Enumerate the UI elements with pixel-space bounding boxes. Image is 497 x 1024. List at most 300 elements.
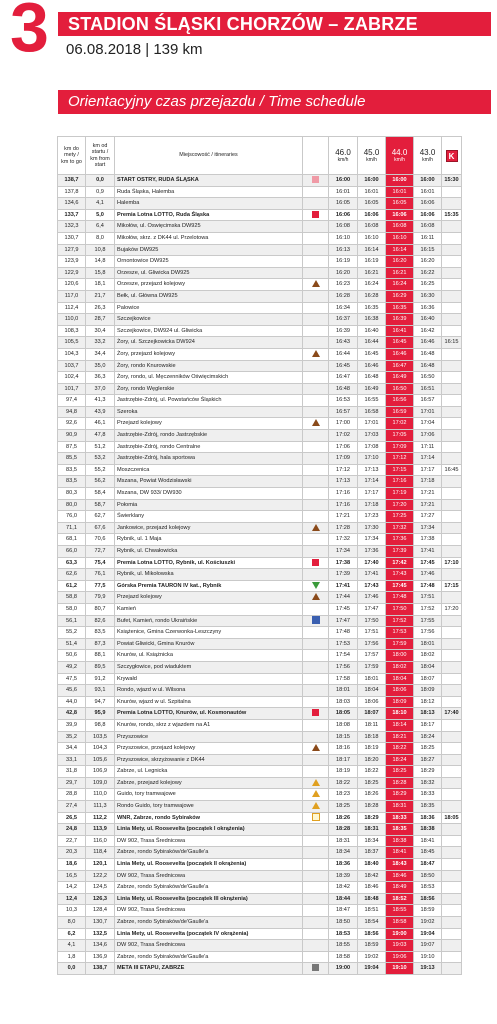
cell-icon xyxy=(303,279,329,291)
cell-km-to-go: 10,3 xyxy=(58,905,86,917)
cell-time-46: 18:23 xyxy=(329,789,358,801)
table-row xyxy=(58,719,462,731)
cell-km-from-start: 0,9 xyxy=(86,186,115,198)
table-row xyxy=(58,290,462,302)
cell-km-to-go: 24,8 xyxy=(58,824,86,836)
cell-time-k xyxy=(442,801,462,813)
cell-time-43: 18:53 xyxy=(414,882,442,894)
cell-time-44: 16:00 xyxy=(386,175,414,187)
cell-time-46: 18:03 xyxy=(329,696,358,708)
cell-time-46: 17:54 xyxy=(329,650,358,662)
cell-time-43: 18:24 xyxy=(414,731,442,743)
cell-icon xyxy=(303,221,329,233)
cell-time-44: 16:06 xyxy=(386,209,414,221)
cell-time-44: 18:35 xyxy=(386,824,414,836)
cell-icon xyxy=(303,615,329,627)
cell-place: Premia Lotna LOTTO, Ruda Śląska xyxy=(115,209,303,221)
cell-time-45: 17:51 xyxy=(358,627,386,639)
cell-time-46: 16:44 xyxy=(329,348,358,360)
table-row xyxy=(58,754,462,766)
cell-place: START OSTRY, RUDA ŚLĄSKA xyxy=(115,175,303,187)
cell-time-45: 18:25 xyxy=(358,777,386,789)
cell-place: Szczygłowice, pod wiaduktem xyxy=(115,661,303,673)
stage-date: 06.08.2018 xyxy=(66,41,142,58)
cell-place: Orzesze, przejazd kolejowy xyxy=(115,279,303,291)
cell-time-k: 17:20 xyxy=(442,603,462,615)
cell-icon xyxy=(303,812,329,824)
cell-km-from-start: 46,1 xyxy=(86,418,115,430)
cell-time-46: 18:19 xyxy=(329,766,358,778)
cell-place: Szczejkowice xyxy=(115,314,303,326)
cell-time-k xyxy=(442,232,462,244)
cell-time-45: 17:50 xyxy=(358,615,386,627)
cell-time-45: 18:19 xyxy=(358,743,386,755)
cell-time-k xyxy=(442,928,462,940)
cell-km-to-go: 138,7 xyxy=(58,175,86,187)
table-row xyxy=(58,859,462,871)
cell-time-43: 16:36 xyxy=(414,302,442,314)
cell-icon xyxy=(303,406,329,418)
cell-icon xyxy=(303,824,329,836)
cell-km-to-go: 80,0 xyxy=(58,499,86,511)
cell-km-to-go: 105,5 xyxy=(58,337,86,349)
cell-time-43: 19:02 xyxy=(414,917,442,929)
cell-time-46: 17:48 xyxy=(329,627,358,639)
cell-icon xyxy=(303,267,329,279)
railway-crossing-icon xyxy=(312,593,320,600)
cell-km-from-start: 130,7 xyxy=(86,917,115,929)
cell-time-k xyxy=(442,777,462,789)
table-row xyxy=(58,882,462,894)
cell-time-44: 17:43 xyxy=(386,569,414,581)
cell-time-43: 17:55 xyxy=(414,615,442,627)
cell-time-43: 16:20 xyxy=(414,256,442,268)
cell-time-44: 16:24 xyxy=(386,279,414,291)
cell-km-to-go: 42,8 xyxy=(58,708,86,720)
cell-km-from-start: 5,0 xyxy=(86,209,115,221)
cell-icon xyxy=(303,395,329,407)
cell-icon xyxy=(303,186,329,198)
cell-time-k xyxy=(442,847,462,859)
cell-km-from-start: 134,6 xyxy=(86,940,115,952)
cell-place: Żory, rondo Węglerskie xyxy=(115,383,303,395)
cell-time-44: 17:05 xyxy=(386,430,414,442)
cell-km-from-start: 128,4 xyxy=(86,905,115,917)
cell-km-from-start: 0,0 xyxy=(86,175,115,187)
cell-icon xyxy=(303,302,329,314)
cell-km-from-start: 70,6 xyxy=(86,534,115,546)
cell-icon xyxy=(303,766,329,778)
cell-time-46: 18:31 xyxy=(329,835,358,847)
cell-km-from-start: 76,1 xyxy=(86,569,115,581)
cell-km-to-go: 66,0 xyxy=(58,546,86,558)
cell-time-45: 18:11 xyxy=(358,719,386,731)
cell-time-44: 16:56 xyxy=(386,395,414,407)
cell-time-k xyxy=(442,534,462,546)
table-row xyxy=(58,395,462,407)
cell-km-to-go: 117,0 xyxy=(58,290,86,302)
cell-icon xyxy=(303,731,329,743)
cell-km-from-start: 95,9 xyxy=(86,708,115,720)
cell-time-45: 16:19 xyxy=(358,256,386,268)
cell-icon xyxy=(303,488,329,500)
cell-time-43: 18:41 xyxy=(414,835,442,847)
cell-time-45: 16:05 xyxy=(358,198,386,210)
cell-time-43: 19:13 xyxy=(414,963,442,975)
cell-place: Jastrzębie-Zdrój, rondo Centralne xyxy=(115,441,303,453)
table-row xyxy=(58,893,462,905)
stage-subtitle: 06.08.2018 | 139 km xyxy=(66,41,203,58)
table-row xyxy=(58,418,462,430)
table-row xyxy=(58,951,462,963)
table-row xyxy=(58,534,462,546)
cell-km-from-start: 53,2 xyxy=(86,453,115,465)
cell-time-45: 18:37 xyxy=(358,847,386,859)
cell-km-to-go: 68,1 xyxy=(58,534,86,546)
cell-icon xyxy=(303,569,329,581)
cell-time-k xyxy=(442,673,462,685)
cell-km-to-go: 76,0 xyxy=(58,511,86,523)
cell-time-44: 16:01 xyxy=(386,186,414,198)
cell-time-43: 18:56 xyxy=(414,893,442,905)
cell-time-45: 18:06 xyxy=(358,696,386,708)
marker-square-icon xyxy=(312,176,319,183)
cell-place: Zabrze, rondo Sybiraków/de'Gaulle'a xyxy=(115,882,303,894)
cell-icon xyxy=(303,870,329,882)
cell-time-45: 17:13 xyxy=(358,464,386,476)
cell-time-43: 17:52 xyxy=(414,603,442,615)
table-row xyxy=(58,476,462,488)
railway-crossing-icon xyxy=(312,744,320,751)
cell-time-44: 18:09 xyxy=(386,696,414,708)
cell-time-46: 17:38 xyxy=(329,557,358,569)
cell-km-from-start: 28,7 xyxy=(86,314,115,326)
cell-time-44: 18:31 xyxy=(386,801,414,813)
cell-km-from-start: 94,7 xyxy=(86,696,115,708)
cell-time-45: 16:55 xyxy=(358,395,386,407)
cell-time-44: 16:59 xyxy=(386,406,414,418)
table-row xyxy=(58,801,462,813)
cell-km-to-go: 44,0 xyxy=(58,696,86,708)
cell-place: Zabrze, rondo Sybiraków/de'Gaulle'a xyxy=(115,951,303,963)
cell-icon xyxy=(303,476,329,488)
cell-time-45: 17:30 xyxy=(358,522,386,534)
cell-time-k xyxy=(442,569,462,581)
cell-icon xyxy=(303,882,329,894)
cell-icon xyxy=(303,580,329,592)
cell-km-from-start: 109,0 xyxy=(86,777,115,789)
cell-time-45: 18:29 xyxy=(358,812,386,824)
cell-place: Knurów, wjazd w ul. Szpitalna xyxy=(115,696,303,708)
table-row xyxy=(58,337,462,349)
cell-time-43: 18:35 xyxy=(414,801,442,813)
cell-time-k xyxy=(442,546,462,558)
cell-time-k xyxy=(442,290,462,302)
cell-km-to-go: 35,2 xyxy=(58,731,86,743)
cell-time-k xyxy=(442,870,462,882)
cell-time-44: 17:39 xyxy=(386,546,414,558)
cell-place: Rondo Guido, tory tramwajowe xyxy=(115,801,303,813)
cell-time-44: 18:28 xyxy=(386,777,414,789)
cell-time-46: 18:08 xyxy=(329,719,358,731)
cell-place: Powiat Gliwicki, Gmina Knurów xyxy=(115,638,303,650)
cell-time-k xyxy=(442,406,462,418)
cell-time-45: 17:40 xyxy=(358,557,386,569)
cell-time-43: 17:14 xyxy=(414,453,442,465)
cell-time-46: 16:10 xyxy=(329,232,358,244)
table-row xyxy=(58,488,462,500)
cell-time-44: 19:00 xyxy=(386,928,414,940)
cell-km-from-start: 8,0 xyxy=(86,232,115,244)
cell-km-from-start: 43,9 xyxy=(86,406,115,418)
table-row xyxy=(58,615,462,627)
cell-time-45: 18:18 xyxy=(358,731,386,743)
cell-icon xyxy=(303,859,329,871)
cell-km-from-start: 18,1 xyxy=(86,279,115,291)
cell-time-45: 18:42 xyxy=(358,870,386,882)
cell-time-44: 16:39 xyxy=(386,314,414,326)
schedule-bar xyxy=(58,90,491,114)
cell-km-from-start: 75,4 xyxy=(86,557,115,569)
cell-time-43: 16:11 xyxy=(414,232,442,244)
cell-time-k xyxy=(442,383,462,395)
cell-place: Bufet, Kamień, rondo Ukraińskie xyxy=(115,615,303,627)
cell-km-to-go: 132,3 xyxy=(58,221,86,233)
table-row xyxy=(58,522,462,534)
cell-time-k xyxy=(442,650,462,662)
cell-place: Mikołów, ul. Oswięcimska DW925 xyxy=(115,221,303,233)
cell-km-from-start: 124,5 xyxy=(86,882,115,894)
cell-time-k xyxy=(442,302,462,314)
cell-time-k xyxy=(442,198,462,210)
cell-time-44: 18:58 xyxy=(386,917,414,929)
cell-time-43: 18:07 xyxy=(414,673,442,685)
cell-time-45: 17:17 xyxy=(358,488,386,500)
cell-km-from-start: 91,2 xyxy=(86,673,115,685)
cell-icon xyxy=(303,557,329,569)
cell-time-46: 16:47 xyxy=(329,372,358,384)
cell-time-44: 16:45 xyxy=(386,337,414,349)
cell-time-43: 17:21 xyxy=(414,488,442,500)
railway-crossing-icon xyxy=(312,419,320,426)
cell-time-45: 18:54 xyxy=(358,917,386,929)
cell-time-43: 16:48 xyxy=(414,348,442,360)
table-row xyxy=(58,928,462,940)
cell-time-44: 17:16 xyxy=(386,476,414,488)
cell-place: Premia Lotna LOTTO, Knurów, ul. Kosmonautów xyxy=(115,708,303,720)
cell-icon xyxy=(303,847,329,859)
cell-km-to-go: 94,8 xyxy=(58,406,86,418)
cell-time-k xyxy=(442,685,462,697)
table-row xyxy=(58,244,462,256)
cell-time-44: 17:52 xyxy=(386,615,414,627)
cell-time-43: 17:27 xyxy=(414,511,442,523)
cell-time-44: 16:47 xyxy=(386,360,414,372)
cell-time-43: 16:51 xyxy=(414,383,442,395)
table-row xyxy=(58,348,462,360)
stage-distance: 139 xyxy=(153,41,179,58)
cell-icon xyxy=(303,928,329,940)
cell-km-from-start: 36,3 xyxy=(86,372,115,384)
cell-km-to-go: 1,8 xyxy=(58,951,86,963)
cell-time-46: 16:23 xyxy=(329,279,358,291)
cell-km-to-go: 6,2 xyxy=(58,928,86,940)
cell-time-44: 19:03 xyxy=(386,940,414,952)
cell-km-from-start: 26,3 xyxy=(86,302,115,314)
cell-km-from-start: 30,4 xyxy=(86,325,115,337)
cell-km-from-start: 47,8 xyxy=(86,430,115,442)
table-row xyxy=(58,453,462,465)
cell-time-45: 16:06 xyxy=(358,209,386,221)
cell-time-46: 16:20 xyxy=(329,267,358,279)
cell-time-45: 16:35 xyxy=(358,302,386,314)
cell-time-k xyxy=(442,372,462,384)
cell-icon xyxy=(303,719,329,731)
cell-km-from-start: 116,0 xyxy=(86,835,115,847)
cell-km-to-go: 56,1 xyxy=(58,615,86,627)
cell-place: Rybnik, ul. 1 Maja xyxy=(115,534,303,546)
cell-time-46: 16:08 xyxy=(329,221,358,233)
table-row xyxy=(58,627,462,639)
cell-km-from-start: 136,9 xyxy=(86,951,115,963)
cell-km-to-go: 83,5 xyxy=(58,464,86,476)
cell-time-45: 18:01 xyxy=(358,673,386,685)
cell-km-from-start: 21,7 xyxy=(86,290,115,302)
cell-km-to-go: 85,5 xyxy=(58,453,86,465)
cell-time-k xyxy=(442,360,462,372)
cell-icon xyxy=(303,337,329,349)
table-row xyxy=(58,175,462,187)
table-row xyxy=(58,917,462,929)
marker-square-icon xyxy=(312,709,319,716)
cell-icon xyxy=(303,905,329,917)
cell-time-43: 17:04 xyxy=(414,418,442,430)
cell-time-45: 16:21 xyxy=(358,267,386,279)
cell-km-from-start: 88,1 xyxy=(86,650,115,662)
cell-km-from-start: 33,2 xyxy=(86,337,115,349)
table-row xyxy=(58,314,462,326)
cell-time-k xyxy=(442,917,462,929)
cell-icon xyxy=(303,348,329,360)
cell-time-44: 18:02 xyxy=(386,661,414,673)
cell-time-45: 17:03 xyxy=(358,430,386,442)
cell-icon xyxy=(303,661,329,673)
cell-km-from-start: 103,5 xyxy=(86,731,115,743)
cell-km-to-go: 130,7 xyxy=(58,232,86,244)
cell-time-45: 16:14 xyxy=(358,244,386,256)
cell-km-to-go: 62,6 xyxy=(58,569,86,581)
table-row xyxy=(58,198,462,210)
title-bar xyxy=(58,12,491,36)
cell-icon xyxy=(303,464,329,476)
cell-place: DW 902, Trasa Średnicowa xyxy=(115,940,303,952)
cell-time-44: 18:22 xyxy=(386,743,414,755)
cell-km-from-start: 6,4 xyxy=(86,221,115,233)
cell-time-43: 16:00 xyxy=(414,175,442,187)
cell-time-46: 16:34 xyxy=(329,302,358,314)
cell-time-43: 17:17 xyxy=(414,464,442,476)
table-row xyxy=(58,464,462,476)
cell-time-46: 16:48 xyxy=(329,383,358,395)
cell-time-44: 18:06 xyxy=(386,685,414,697)
cell-time-k: 17:40 xyxy=(442,708,462,720)
cell-km-to-go: 0,0 xyxy=(58,963,86,975)
table-row xyxy=(58,963,462,975)
cell-time-46: 18:28 xyxy=(329,824,358,836)
cell-icon xyxy=(303,209,329,221)
table-row xyxy=(58,360,462,372)
cell-time-45: 18:48 xyxy=(358,893,386,905)
table-row xyxy=(58,546,462,558)
cell-time-46: 18:50 xyxy=(329,917,358,929)
header-k xyxy=(442,137,462,175)
cell-time-k: 17:10 xyxy=(442,557,462,569)
cell-place: Linia Mety, ul. Roosevelta (początek II okrążenia) xyxy=(115,859,303,871)
header-icon xyxy=(303,137,329,175)
cell-time-43: 17:06 xyxy=(414,430,442,442)
cell-icon xyxy=(303,232,329,244)
cell-km-from-start: 62,7 xyxy=(86,511,115,523)
cell-km-from-start: 80,7 xyxy=(86,603,115,615)
cell-time-44: 16:14 xyxy=(386,244,414,256)
cell-time-43: 18:38 xyxy=(414,824,442,836)
cell-time-45: 18:40 xyxy=(358,859,386,871)
cell-km-from-start: 113,9 xyxy=(86,824,115,836)
cell-km-to-go: 50,6 xyxy=(58,650,86,662)
cell-time-43: 17:51 xyxy=(414,592,442,604)
cell-km-from-start: 77,5 xyxy=(86,580,115,592)
cell-time-46: 18:25 xyxy=(329,801,358,813)
table-row xyxy=(58,673,462,685)
cell-time-k xyxy=(442,522,462,534)
table-row xyxy=(58,592,462,604)
cell-time-43: 16:25 xyxy=(414,279,442,291)
cell-time-43: 17:45 xyxy=(414,557,442,569)
table-row xyxy=(58,824,462,836)
cell-place: Premia Lotna LOTTO, Rybnik, ul. Kościuszki xyxy=(115,557,303,569)
cell-km-to-go: 20,3 xyxy=(58,847,86,859)
cell-time-46: 16:19 xyxy=(329,256,358,268)
cell-time-k: 15:35 xyxy=(442,209,462,221)
cell-time-k xyxy=(442,314,462,326)
cell-place: Przejazd kolejowy xyxy=(115,418,303,430)
cell-time-43: 18:02 xyxy=(414,650,442,662)
cell-km-to-go: 55,2 xyxy=(58,627,86,639)
cell-time-43: 18:17 xyxy=(414,719,442,731)
cell-km-from-start: 15,8 xyxy=(86,267,115,279)
cell-time-k xyxy=(442,835,462,847)
cell-time-44: 17:53 xyxy=(386,627,414,639)
table-row xyxy=(58,789,462,801)
cell-icon xyxy=(303,430,329,442)
cell-time-44: 18:52 xyxy=(386,893,414,905)
cell-km-from-start: 35,0 xyxy=(86,360,115,372)
header-speed-1: 46.0 km/h xyxy=(329,137,358,175)
cell-km-from-start: 10,8 xyxy=(86,244,115,256)
cell-time-k xyxy=(442,348,462,360)
cell-km-to-go: 18,6 xyxy=(58,859,86,871)
cell-time-44: 18:41 xyxy=(386,847,414,859)
cell-km-from-start: 120,1 xyxy=(86,859,115,871)
table-row xyxy=(58,406,462,418)
cell-icon xyxy=(303,453,329,465)
cell-time-44: 17:32 xyxy=(386,522,414,534)
cell-km-to-go: 137,8 xyxy=(58,186,86,198)
cell-time-46: 18:16 xyxy=(329,743,358,755)
cell-icon xyxy=(303,696,329,708)
table-row xyxy=(58,441,462,453)
cell-icon xyxy=(303,198,329,210)
